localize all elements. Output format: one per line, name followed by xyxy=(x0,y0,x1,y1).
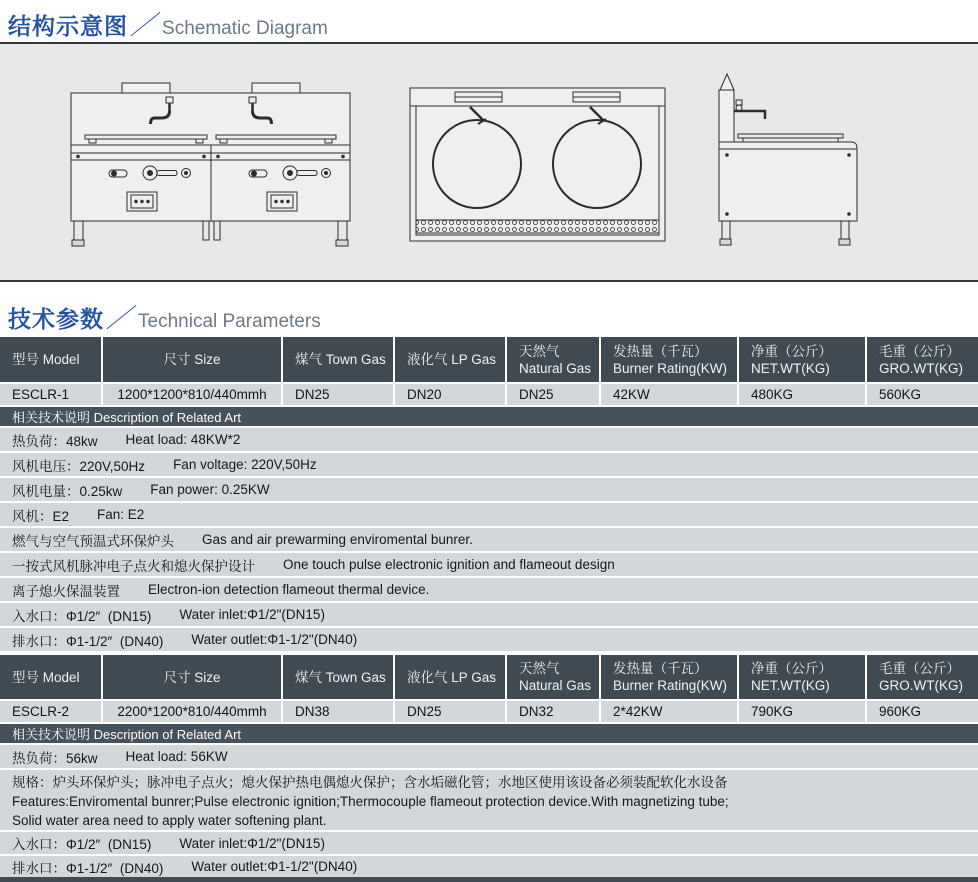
desc-row-features xyxy=(0,770,978,830)
desc-row-water-inlet: 入水口：Φ1/2″ (DN15) Water inlet:Φ1/2"(DN15) xyxy=(0,603,978,626)
cell-town-gas: DN25 xyxy=(283,384,393,405)
cell-model: ESCLR-1 xyxy=(0,384,101,405)
desc-row-heat-load: 热负荷：48kw Heat load: 48KW*2 xyxy=(0,428,978,451)
col-header-natural-gas: 天然气 Natural Gas xyxy=(507,337,599,382)
cell-size: 2200*1200*810/440mmh xyxy=(103,701,281,722)
col-header-burner-rating: 发热量（千瓦） Burner Rating(KW) xyxy=(601,337,737,382)
bottom-bar xyxy=(0,877,978,882)
schematic-drawing xyxy=(0,44,978,280)
cell-burner-rating: 42KW xyxy=(601,384,737,405)
col-header-gross-weight: 毛重（公斤） GRO.WT(KG) xyxy=(867,655,978,699)
cell-size: 1200*1200*810/440mmh xyxy=(103,384,281,405)
front-view-drawing xyxy=(71,83,350,246)
col-header-town-gas: 煤气 Town Gas xyxy=(283,655,393,699)
schematic-title-zh: 结构示意图 xyxy=(8,13,128,39)
parameters-title-zh: 技术参数 xyxy=(8,306,104,332)
title-slash-icon: ／ xyxy=(130,10,157,40)
schematic-section-title xyxy=(8,5,328,42)
parameters-section-title xyxy=(8,298,321,335)
title-slash-icon: ／ xyxy=(106,303,133,333)
desc-row-fan-power: 风机电量：0.25kw Fan power: 0.25KW xyxy=(0,478,978,501)
parameters-title-en: Technical Parameters xyxy=(138,311,321,332)
col-header-size: 尺寸 Size xyxy=(103,337,281,382)
top-view-drawing xyxy=(410,88,665,241)
cell-town-gas: DN38 xyxy=(283,701,393,722)
desc-row-ignition: 一按式风机脉冲电子点火和熄火保护设计 One touch pulse electronic ignition and flameout design xyxy=(0,553,978,576)
col-header-natural-gas: 天然气 Natural Gas xyxy=(507,655,599,699)
desc-row-heat-load: 热负荷：56kw Heat load: 56KW xyxy=(0,745,978,768)
features-line-zh: 规格：炉头环保炉头；脉冲电子点火；熄火保护热电偶熄火保护；含水垢磁化管；水地区使用该设备必须装配软化水设备 xyxy=(12,775,728,790)
col-header-model: 型号 Model xyxy=(0,337,101,382)
cell-net-weight: 480KG xyxy=(739,384,865,405)
cell-gross-weight: 960KG xyxy=(867,701,978,722)
col-header-town-gas: 煤气 Town Gas xyxy=(283,337,393,382)
side-view-drawing xyxy=(719,74,857,245)
spec-table-model1 xyxy=(0,337,978,405)
desc-row-ion-device: 离子熄火保温装置 Electron-ion detection flameout thermal device. xyxy=(0,578,978,601)
desc-row-fan-voltage: 风机电压：220V,50Hz Fan voltage: 220V,50Hz xyxy=(0,453,978,476)
features-line-en-2: Solid water area need to apply water softening plant. xyxy=(12,813,327,828)
cell-model: ESCLR-2 xyxy=(0,701,101,722)
cell-natural-gas: DN25 xyxy=(507,384,599,405)
col-header-gross-weight: 毛重（公斤） GRO.WT(KG) xyxy=(867,337,978,382)
desc-list-model1 xyxy=(0,428,978,651)
col-header-size: 尺寸 Size xyxy=(103,655,281,699)
desc-row-burner: 燃气与空气预温式环保炉头 Gas and air prewarming enviromental bunrer. xyxy=(0,528,978,551)
cell-net-weight: 790KG xyxy=(739,701,865,722)
desc-row-water-inlet: 入水口：Φ1/2″ (DN15) Water inlet:Φ1/2"(DN15) xyxy=(0,832,978,854)
features-line-en-1: Features:Enviromental bunrer;Pulse electronic ignition;Thermocouple flameout protection device.With magnetizing tube; xyxy=(12,794,729,809)
col-header-lp-gas: 液化气 LP Gas xyxy=(395,655,505,699)
desc-list-model2 xyxy=(0,745,978,877)
schematic-diagram-panel xyxy=(0,44,978,282)
desc-row-water-outlet: 排水口：Φ1-1/2″ (DN40) Water outlet:Φ1-1/2"(DN40) xyxy=(0,856,978,877)
spec-table-model2 xyxy=(0,655,978,722)
cell-natural-gas: DN32 xyxy=(507,701,599,722)
cell-lp-gas: DN20 xyxy=(395,384,505,405)
col-header-model: 型号 Model xyxy=(0,655,101,699)
col-header-burner-rating: 发热量（千瓦） Burner Rating(KW) xyxy=(601,655,737,699)
cell-burner-rating: 2*42KW xyxy=(601,701,737,722)
desc-row-water-outlet: 排水口：Φ1-1/2″ (DN40) Water outlet:Φ1-1/2"(DN40) xyxy=(0,628,978,651)
related-art-header-model1: 相关技术说明 Description of Related Art xyxy=(0,407,978,426)
col-header-net-weight: 净重（公斤） NET.WT(KG) xyxy=(739,337,865,382)
desc-row-fan: 风机：E2 Fan: E2 xyxy=(0,503,978,526)
cell-gross-weight: 560KG xyxy=(867,384,978,405)
col-header-lp-gas: 液化气 LP Gas xyxy=(395,337,505,382)
col-header-net-weight: 净重（公斤） NET.WT(KG) xyxy=(739,655,865,699)
schematic-title-en: Schematic Diagram xyxy=(162,18,328,39)
related-art-header-model2: 相关技术说明 Description of Related Art xyxy=(0,724,978,743)
cell-lp-gas: DN25 xyxy=(395,701,505,722)
